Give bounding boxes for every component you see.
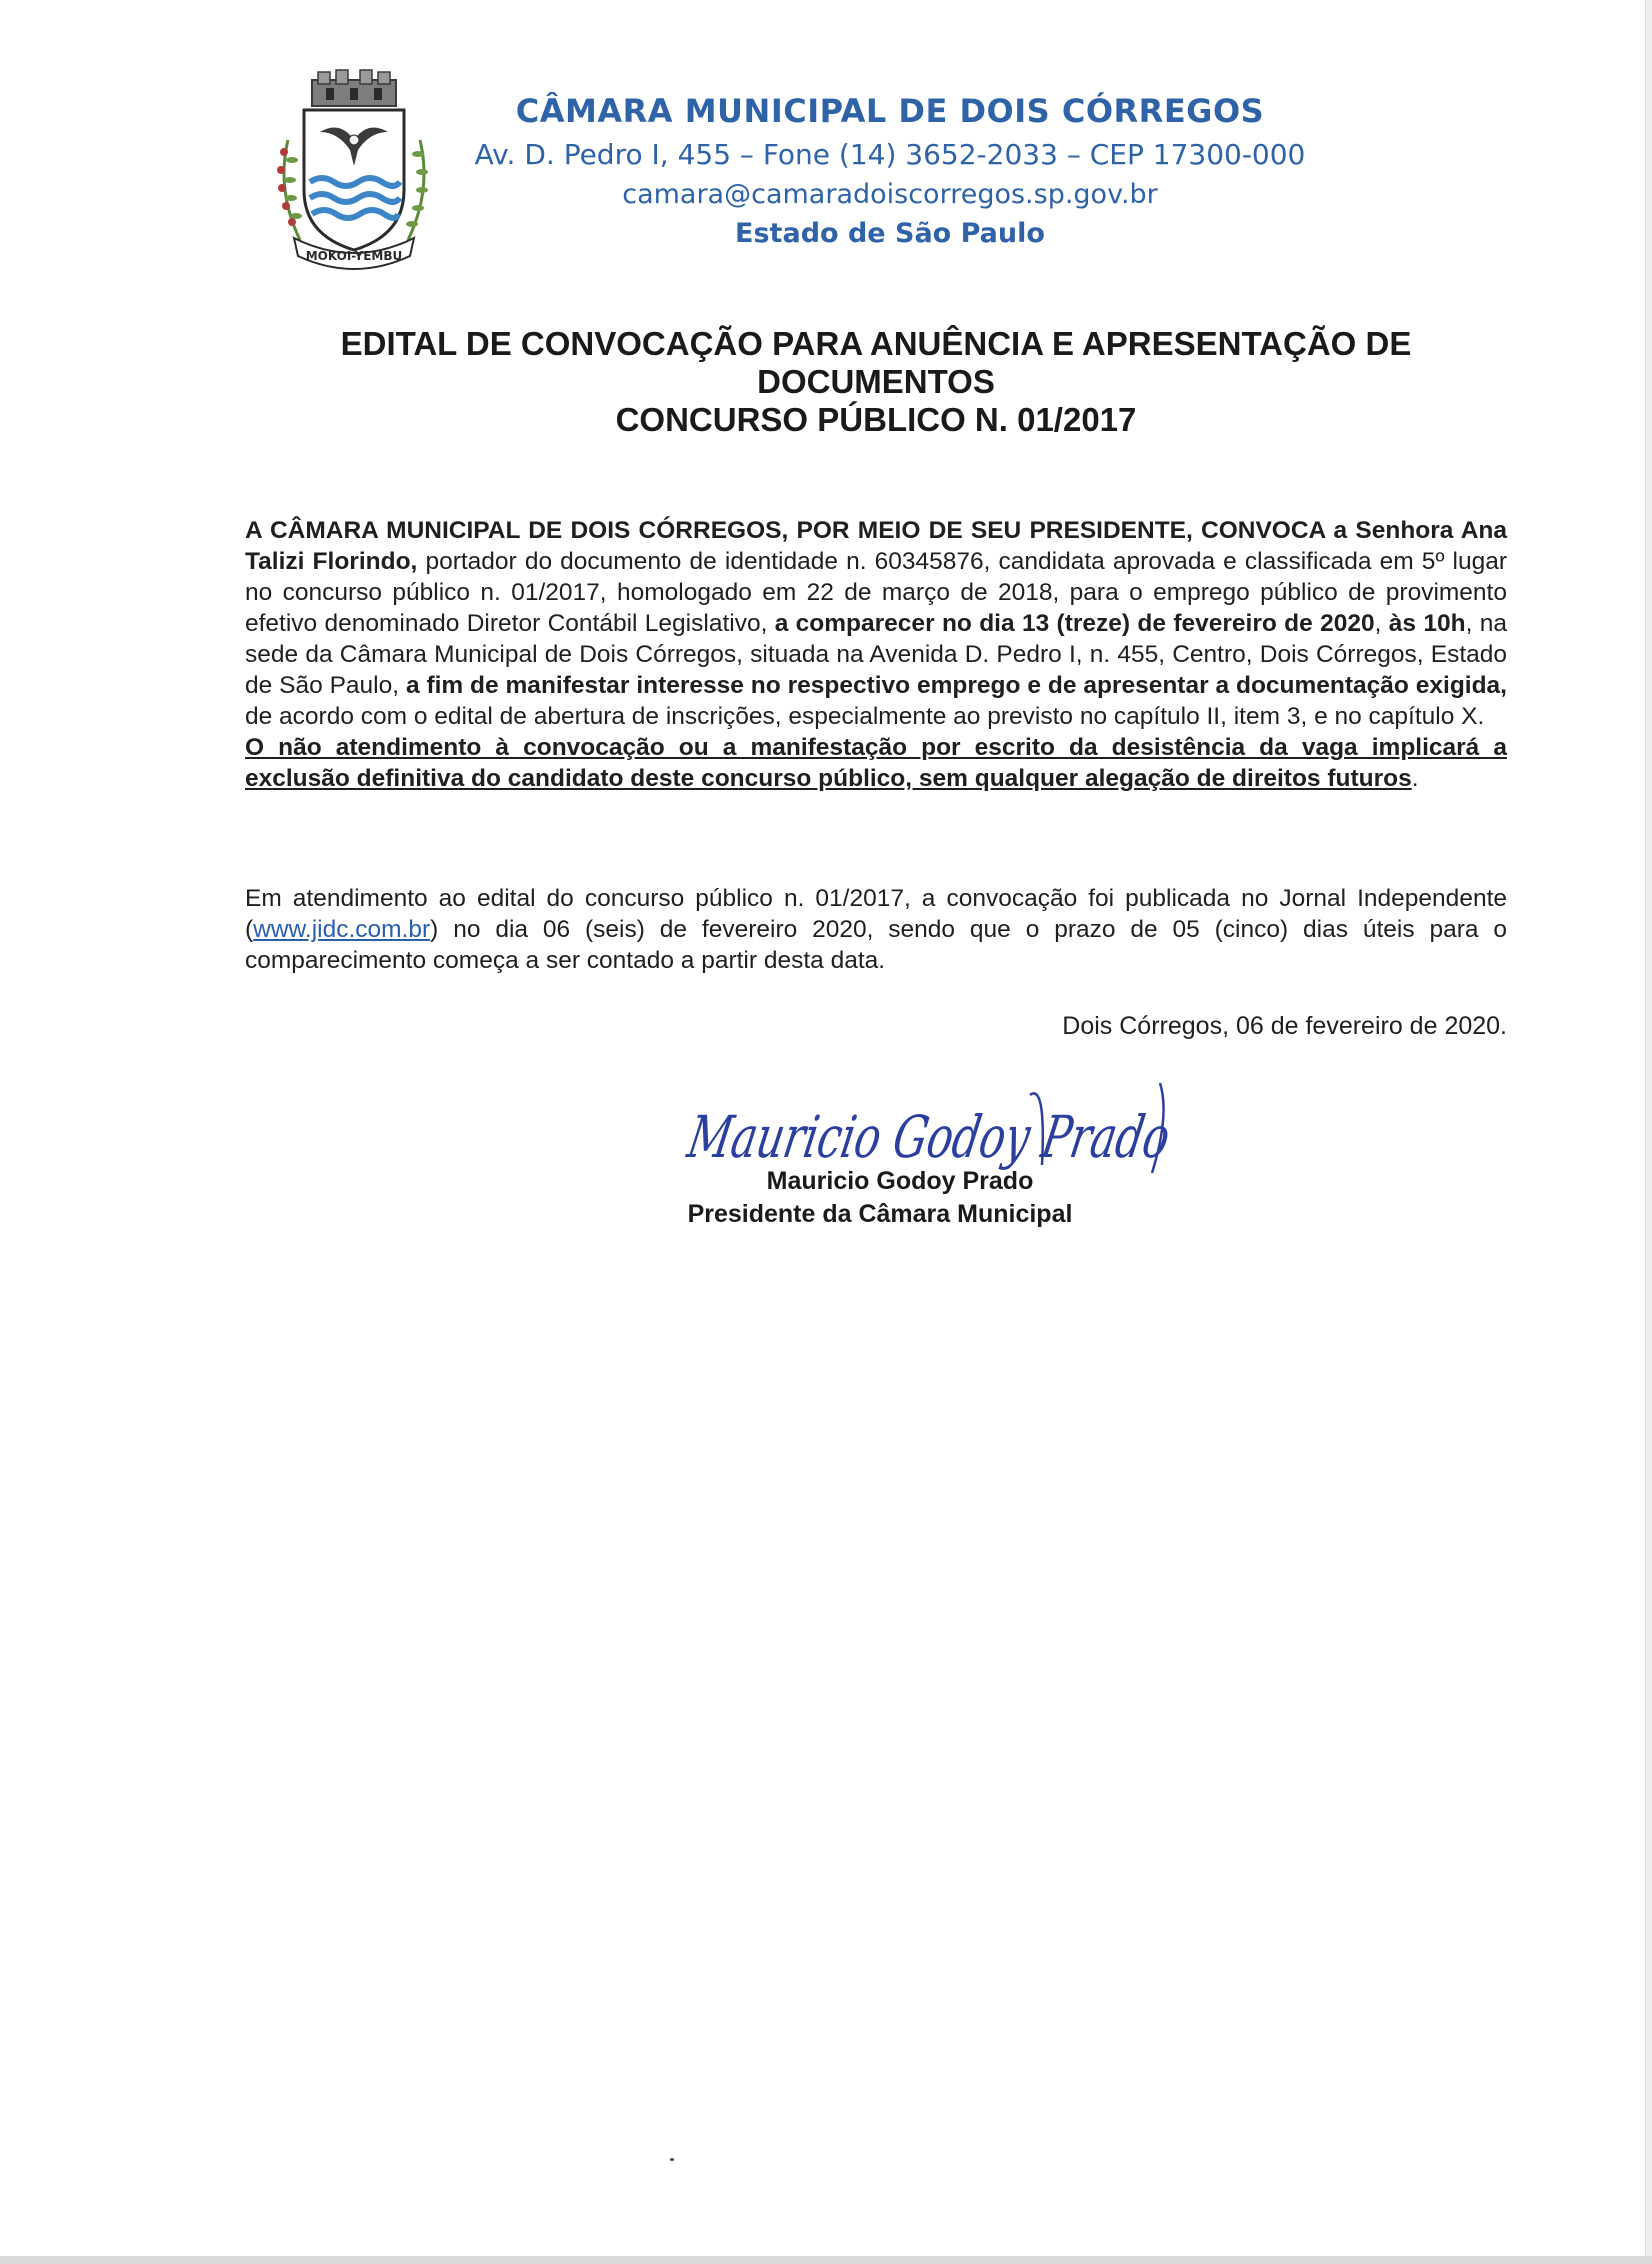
signature-ink: Mauricio Godoy Prado — [683, 1103, 1355, 1171]
para1-text-1: portador do documento de identidade n. 60345876, candidata aprovada e classificada em 5º lugar no concurso público n. 01/2017, homologado em 22 de março de 2018, para o emprego público de provimento efetivo denominado Diretor Contábil Legislativo, — [245, 548, 1507, 637]
newspaper-link[interactable]: www.jidc.com.br — [253, 916, 431, 943]
para1-text-3: , na sede da Câmara Municipal de Dois Córregos, situada na Avenida D. Pedro I, n. 455, Centro, Dois Córregos, Estado de São Paulo, — [245, 610, 1507, 699]
institution-name: CÂMARA MUNICIPAL DE DOIS CÓRREGOS — [515, 92, 1265, 130]
para2-text-1: Em atendimento ao edital do concurso público n. 01/2017, a convocação foi publicada no Jornal Independente ( — [245, 885, 1507, 943]
title-line-3: CONCURSO PÚBLICO N. 01/2017 — [615, 401, 1137, 438]
title-line-2: DOCUMENTOS — [757, 363, 995, 400]
crest-motto: MOKOI-YEMBU — [305, 249, 403, 263]
para1-text-5: . — [1411, 765, 1419, 792]
place-and-date: Dois Córregos, 06 de fevereiro de 2020. — [1062, 1012, 1507, 1040]
municipal-crest-icon — [270, 70, 438, 280]
exclusion-warning: O não atendimento à convocação ou a manifestação por escrito da desistência da vaga implicará a exclusão definitiva do candidato deste concurso público, sem qualquer alegação de direitos futuros — [245, 734, 1507, 792]
state-name: Estado de São Paulo — [735, 218, 1045, 249]
convocation-paragraph — [245, 515, 1507, 794]
email-address: camara@camaradoiscorregos.sp.gov.br — [622, 179, 1158, 210]
para1-bold-1: A CÂMARA MUNICIPAL DE DOIS CÓRREGOS, POR MEIO DE SEU PRESIDENTE, CONVOCA a Senhora Ana Talizi Florindo, — [245, 517, 1507, 575]
para1-bold-4: a fim de manifestar interesse no respectivo emprego e de apresentar a documentação exigida, — [405, 672, 1507, 699]
para1-bold-3: às 10h — [1388, 610, 1466, 637]
address-line: Av. D. Pedro I, 455 – Fone (14) 3652-2033 – CEP 17300-000 — [474, 138, 1306, 171]
publication-paragraph — [245, 883, 1507, 976]
para1-bold-2: a comparecer no dia 13 (treze) de fevereiro de 2020 — [774, 610, 1375, 637]
signer-name: Mauricio Godoy Prado — [766, 1167, 1034, 1195]
para2-text-2: ) no dia 06 (seis) de fevereiro 2020, sendo que o prazo de 05 (cinco) dias úteis para o comparecimento começa a ser contado a partir desta data. — [245, 916, 1507, 974]
signer-role: Presidente da Câmara Municipal — [687, 1200, 1073, 1228]
document-title — [250, 325, 1502, 439]
title-line-1: EDITAL DE CONVOCAÇÃO PARA ANUÊNCIA E APRESENTAÇÃO DE — [340, 325, 1412, 362]
letterhead — [440, 92, 1340, 249]
para1-text-2: , — [1374, 610, 1389, 637]
scan-edge-bottom — [0, 2256, 1652, 2264]
para1-text-4: de acordo com o edital de abertura de inscrições, especialmente ao previsto no capítulo II, item 3, e no capítulo X. — [245, 703, 1485, 730]
scan-edge-right — [1645, 0, 1652, 2264]
scan-speck — [670, 2158, 674, 2161]
signer-block — [600, 1165, 1160, 1231]
